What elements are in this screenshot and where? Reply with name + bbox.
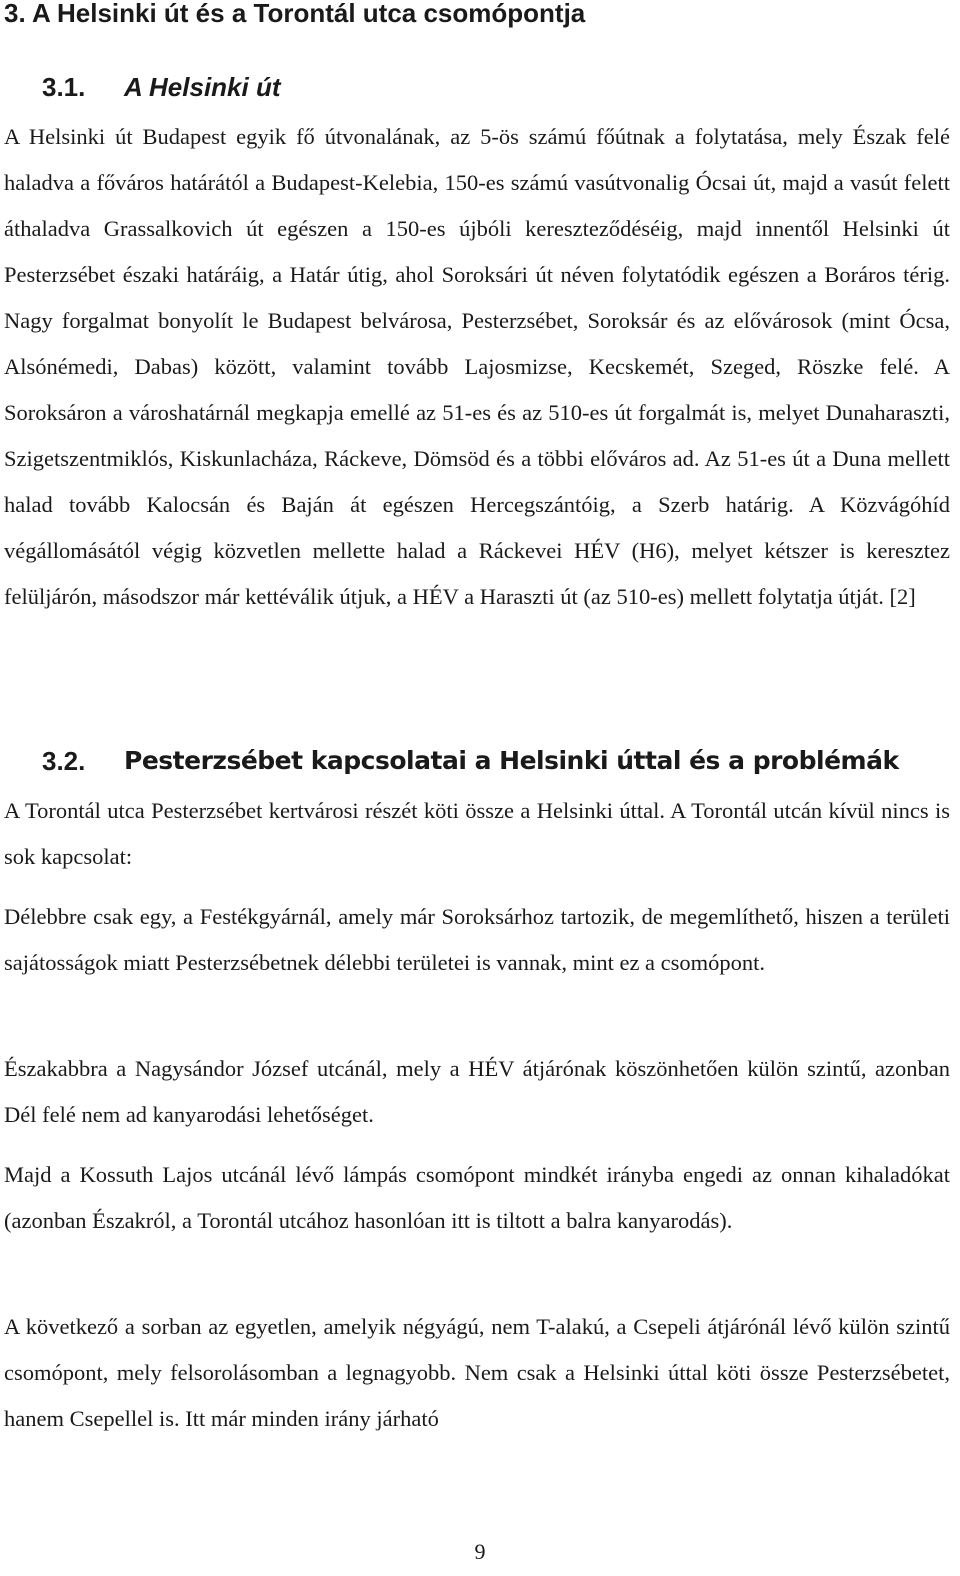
body-paragraph: A következő a sorban az egyetlen, amelyik négyágú, nem T-alakú, a Csepeli átjárónál lévő külön szintű csomópont, mely felsorolásomban a legnagyobb. Nem csak a Helsinki úttal köti össze Pesterzsébetet, hanem Csepellel is. Itt már minden irány járható xyxy=(4,1314,950,1431)
body-paragraph: Délebbre csak egy, a Festékgyárnál, amely már Soroksárhoz tartozik, de megemlíthető, hiszen a területi sajátosságok miatt Pesterzsébetnek délebbi területei is vannak, mint ez a csomópont. xyxy=(4,904,950,975)
body-paragraph: A Torontál utca Pesterzsébet kertvárosi részét köti össze a Helsinki úttal. A Torontál utcán kívül nincs is sok kapcsolat: xyxy=(4,798,950,869)
section-title: A Helsinki út xyxy=(124,72,281,102)
section-title: Pesterzsébet kapcsolatai a Helsinki úttal és a problémák xyxy=(124,746,899,775)
page-number: 9 xyxy=(474,1539,486,1564)
chapter-heading: 3. A Helsinki út és a Torontál utca csomópontja xyxy=(4,0,586,28)
body-paragraph: A Helsinki út Budapest egyik fő útvonalának, az 5-ös számú főútnak a folytatása, mely Észak felé haladva a főváros határától a Budapest-Kelebia, 150-es számú vasútvonalig Ócsai út, majd a vasút felett áthaladva Grassalkovich út egészen a 150-es újbóli kereszteződéséig, majd innentől Helsinki út Pesterzsébet északi határáig, a Határ útig, ahol Soroksári út néven folytatódik egészen a Boráros térig. Nagy forgalmat bonyolít le Budapest belvárosa, Pesterzsébet, Soroksár és az elővárosok (mint Ócsa, Alsónémedi, Dabas) között, valamint tovább Lajosmizse, Kecskemét, Szeged, Röszke felé. A Soroksáron a városhatárnál megkapja emellé az 51-es és az 510-es út forgalmát is, melyet Dunaharaszti, Szigetszentmiklós, Kiskunlacháza, Ráckeve, Dömsöd és a többi előváros ad. Az 51-es út a Duna mellett halad tovább Kalocsán és Baján át egészen Hercegszántóig, a Szerb határig. A Közvágóhíd végállomásától végig közvetlen mellette halad a Ráckevei HÉV (H6), melyet kétszer is keresztez felüljárón, másodszor már kettéválik útjuk, a HÉV a Haraszti út (az 510-es) mellett folytatja útját. [2] xyxy=(4,124,950,609)
section-number: 3.2. xyxy=(42,746,86,776)
section-number: 3.1. xyxy=(42,72,86,102)
body-paragraph: Majd a Kossuth Lajos utcánál lévő lámpás csomópont mindkét irányba engedi az onnan kihaladókat (azonban Északról, a Torontál utcához hasonlóan itt is tiltott a balra kanyarodás). xyxy=(4,1162,950,1233)
body-paragraph: Északabbra a Nagysándor József utcánál, mely a HÉV átjárónak köszönhetően külön szintű, azonban Dél felé nem ad kanyarodási lehetőséget. xyxy=(4,1056,950,1127)
